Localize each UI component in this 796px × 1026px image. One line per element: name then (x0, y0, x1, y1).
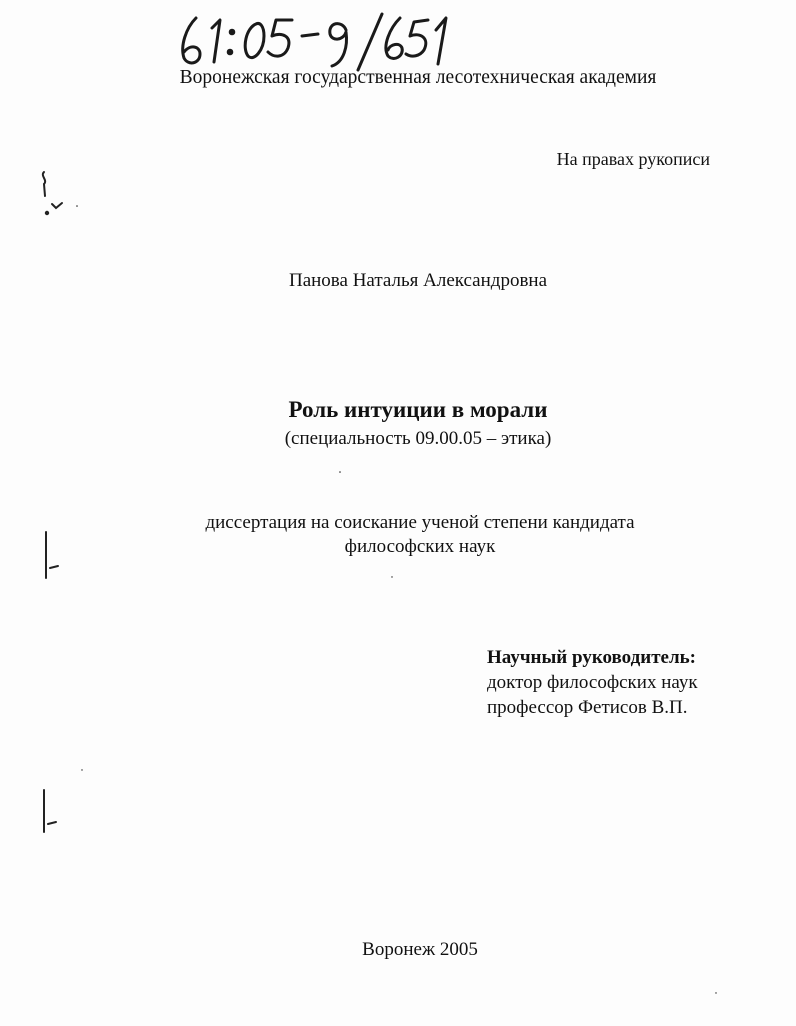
author-name: Панова Наталья Александровна (288, 270, 548, 291)
advisor-degree: доктор философских наук (487, 672, 698, 693)
rights-notice: На правах рукописи (556, 149, 710, 169)
advisor-name: профессор Фетисов В.П. (487, 697, 688, 718)
advisor-block (487, 645, 698, 720)
advisor-heading: Научный руководитель: (487, 647, 696, 668)
degree-line-2: философских наук (344, 536, 496, 557)
degree-line-1: диссертация на соискание ученой степени кандидата (205, 512, 635, 533)
city-year: Воронеж 2005 (362, 939, 478, 960)
institution-name: Воронежская государственная лесотехническая академия (179, 67, 657, 88)
specialty-line: (специальность 09.00.05 – этика) (284, 428, 552, 449)
dissertation-title: Роль интуиции в морали (288, 397, 548, 422)
